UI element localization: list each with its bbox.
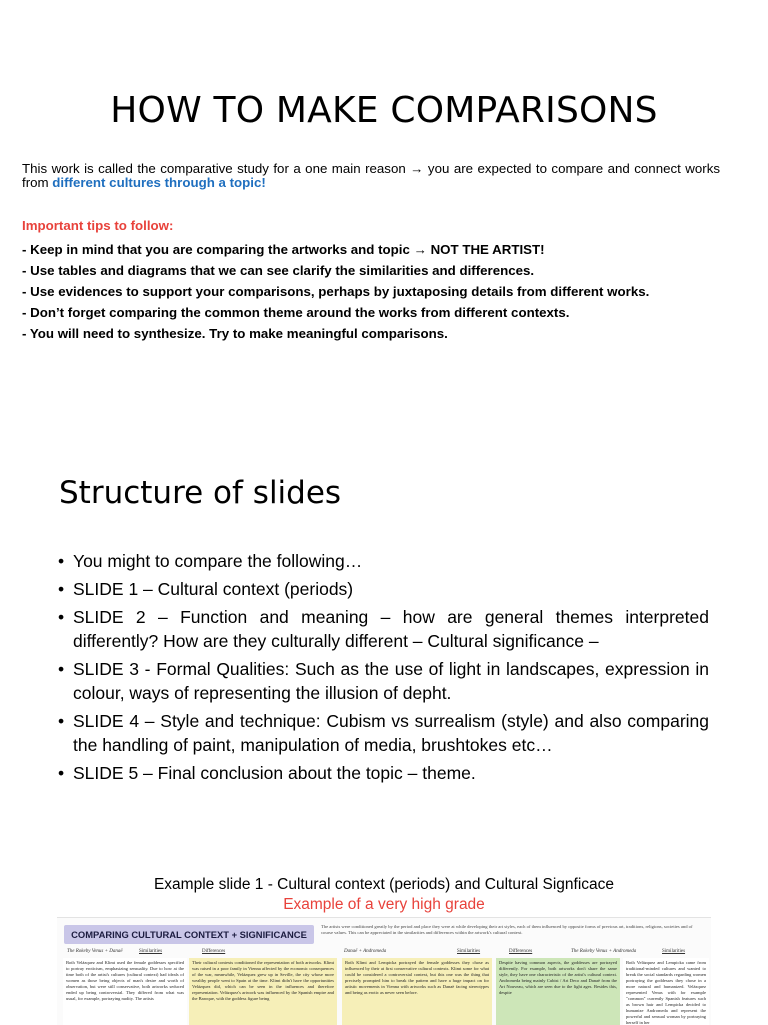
tip-item: - Use evidences to support your comparisons, perhaps by juxtaposing details from different works. [22,284,650,299]
bullet-icon: • [58,659,65,679]
column-label: The Rokeby Venus + Danaë [67,949,123,954]
column-similarities: Similarities [457,949,481,954]
tips-list [22,239,649,344]
thumbnail-intro: The artists were conditioned greatly by the period and place they were at while developing their art styles, each of them influenced by opposite forms of previous art, traditions, religions, societies and of course values. This can be appreciated in the similarities and differences within the artwork's cultural context. [321,924,693,935]
example-subtitle: Example of a very high grade [283,896,485,913]
structure-item-text: You might to compare the following… [73,551,363,571]
structure-item [58,709,709,757]
structure-item-text: SLIDE 2 – Function and meaning – how are general themes interpreted differently? How are they culturally different – Cultural significance – [73,607,709,651]
structure-item [58,761,709,785]
structure-item [58,549,709,573]
column-label: Danaë + Andromeda [344,949,387,954]
column-similarities: Similarities [139,949,163,954]
thumbnail-cell: Their cultural contexts conditioned the representation of both artworks. Klimt was raised in a poor family in Vienna affected by the economic consequences of the war, meanwhile, Velázquez grew up in Seville, the city whose more wealthy people went to Spain at the time. Klimt didn't have the opportunities Velázquez did, which can be seen in the influences and therefore representation. Velázquez's artwork was influenced by the Spanish empire and the Baroque, with the goddess figure being [189,958,337,1025]
bullet-icon: • [58,763,65,783]
structure-list [58,549,709,789]
thumbnail-cell: Both Velázquez and Klimt used the female goddesses specified to portray eroticism, emphasizing sensuality. Due to how at the time both of the artist's cultures (cultural context) had ideals of women as those being objects of man's desire and worth of observation, but were still conservative, both artworks seduced ended up being controversial. They differed from what was usual, for example, portraying nudity. The artists [63,958,187,1025]
tip-item: - Don’t forget comparing the common theme around the works from different contexts. [22,305,570,320]
structure-item [58,657,709,705]
page-title: HOW TO MAKE COMPARISONS [110,90,658,132]
tip-item: - You will need to synthesize. Try to make meaningful comparisons. [22,326,448,341]
structure-item [58,577,709,601]
example-slide-thumbnail [57,917,711,1025]
thumbnail-title: COMPARING CULTURAL CONTEXT + SIGNIFICANCE [64,925,314,944]
bullet-icon: • [58,607,65,627]
structure-item [58,605,709,653]
example-title: Example slide 1 - Cultural context (periods) and Cultural Signficace [153,876,615,893]
tip-item: - Keep in mind that you are comparing the artworks and topic → NOT THE ARTIST! [22,242,545,257]
intro-paragraph [22,162,720,190]
structure-item-text: SLIDE 4 – Style and technique: Cubism vs surrealism (style) and also comparing the handling of paint, manipulation of media, brushtokes etc… [73,711,709,755]
structure-item-text: SLIDE 1 – Cultural context (periods) [73,579,354,599]
example-caption [0,875,768,915]
bullet-icon: • [58,711,65,731]
intro-text: This work is called the comparative study for a one main reason → you are expected to compare and connect works from [22,161,720,190]
bullet-icon: • [58,551,65,571]
structure-item-text: SLIDE 3 - Formal Qualities: Such as the use of light in landscapes, expression in colour, ways of representing the illusion of depht. [73,659,709,703]
column-label: The Rokeby Venus + Andromeda [571,949,637,954]
tips-heading: Important tips to follow: [22,218,174,233]
intro-highlight: different cultures through a topic! [52,175,266,190]
column-differences: Differences [509,949,533,954]
thumbnail-cell: Both Velázquez and Lempicka came from traditional-minded cultures and wanted to break the social standards regarding women portraying the goddesses they chose in a more natural and humanized. Velázquez represented Venus with for example "common" currently Spanish features such as brown hair and Lempicka decided to humanize Andromeda and represent the powerful and sensual woman by portraying herself in her [623,958,709,1025]
thumbnail-cell: Despite having common aspects, the goddesses are portrayed differently. For example, both artworks don't share the same style, they have one characteristic of the artist's cultural context. Andromeda being mainly Cubist / Art Deco and Danaë from the Art Nouveau, which are seen due to the light ages. Besides this, despite [496,958,620,1025]
tip-item: - Use tables and diagrams that we can see clarify the similarities and differences. [22,263,535,278]
thumbnail-cell: Both Klimt and Lempicka portrayed the female goddesses they chose as influenced by their at first conservative cultural contexts. Klimt some for what could be considered a controversial context, but this one was the thing that precisely prompted him to break the pattern and have a huge impact on for artistic movements in Vienna with artworks such as Danaë facing stereotypes and being as erotic as never seen before. [342,958,492,1025]
column-differences: Differences [202,949,226,954]
column-similarities: Similarities [662,949,686,954]
structure-title: Structure of slides [59,475,342,511]
bullet-icon: • [58,579,65,599]
structure-item-text: SLIDE 5 – Final conclusion about the topic – theme. [73,763,476,783]
